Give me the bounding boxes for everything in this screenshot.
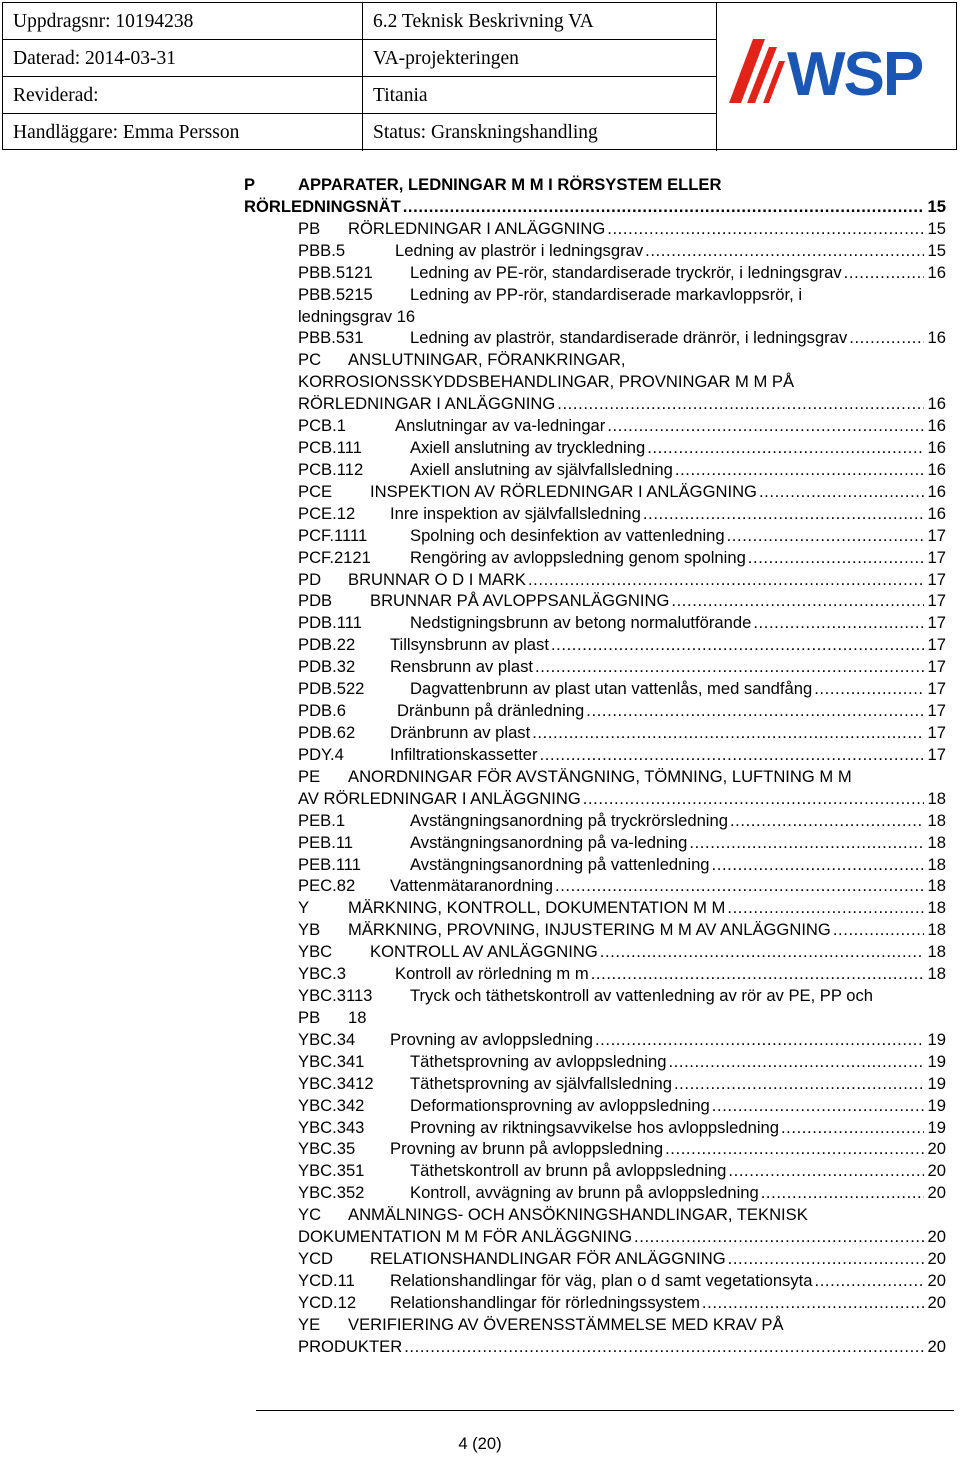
toc-entry[interactable] — [0, 371, 960, 393]
toc-title: VERIFIERING AV ÖVERENSSTÄMMELSE MED KRAV PÅ — [348, 1314, 784, 1334]
toc-entry[interactable] — [0, 1051, 960, 1073]
toc-dot-leader — [727, 525, 924, 547]
toc-title: Axiell anslutning av självfallsledning — [410, 459, 673, 479]
toc-title: RÖRLEDNINGAR I ANLÄGGNING — [298, 394, 556, 414]
toc-code: PBB.5121 — [298, 262, 373, 282]
toc-entry[interactable] — [0, 656, 960, 678]
toc-dot-leader — [555, 875, 924, 897]
toc-dot-leader — [634, 1226, 924, 1248]
toc-entry[interactable] — [0, 1138, 960, 1160]
toc-page-number: 20 — [927, 1227, 946, 1247]
toc-page-number: 17 — [927, 701, 946, 721]
toc-page-number: 19 — [927, 1095, 946, 1115]
toc-code: PB — [298, 1007, 321, 1027]
date-field: Daterad: 2014-03-31 — [3, 40, 363, 77]
toc-title: MÄRKNING, PROVNING, INJUSTERING M M AV ANLÄGGNING — [348, 920, 831, 940]
toc-code: YB — [298, 920, 321, 940]
toc-code: PDB.32 — [298, 657, 356, 677]
toc-page-number: 20 — [927, 1161, 946, 1181]
toc-entry[interactable] — [0, 722, 960, 744]
toc-page-number: 20 — [927, 1292, 946, 1312]
toc-dot-leader — [675, 459, 924, 481]
toc-dot-leader — [748, 547, 924, 569]
toc-entry[interactable] — [0, 1160, 960, 1182]
toc-page-number: 17 — [927, 679, 946, 699]
toc-page-number: 16 — [927, 459, 946, 479]
toc-page-number: 16 — [927, 416, 946, 436]
toc-code: YCD.12 — [298, 1292, 357, 1312]
toc-page-number: 19 — [927, 1117, 946, 1137]
toc-page-number: 17 — [927, 657, 946, 677]
toc-entry[interactable] — [0, 1270, 960, 1292]
toc-entry[interactable] — [0, 174, 960, 196]
toc-page-number: 18 — [927, 876, 946, 896]
toc-code: YBC.352 — [298, 1183, 365, 1203]
toc-title: RELATIONSHANDLINGAR FÖR ANLÄGGNING — [370, 1249, 726, 1269]
toc-entry[interactable] — [0, 459, 960, 481]
toc-dot-leader — [702, 1292, 924, 1314]
toc-code: PDB.6 — [298, 701, 346, 721]
toc-page-number: 16 — [927, 438, 946, 458]
toc-entry[interactable] — [0, 262, 960, 284]
toc-page-number: 16 — [927, 394, 946, 414]
toc-code: PCB.1 — [298, 416, 346, 436]
toc-title: Vattenmätaranordning — [390, 876, 553, 896]
toc-dot-leader — [645, 240, 924, 262]
toc-entry[interactable] — [0, 897, 960, 919]
toc-entry[interactable] — [0, 832, 960, 854]
toc-dot-leader — [528, 569, 924, 591]
toc-entry[interactable] — [0, 1226, 960, 1248]
toc-entry[interactable] — [0, 481, 960, 503]
toc-code: YC — [298, 1205, 322, 1225]
toc-dot-leader — [583, 788, 924, 810]
toc-page-number: 15 — [927, 218, 946, 238]
toc-code: YBC.343 — [298, 1117, 365, 1137]
toc-page-number: 18 — [927, 854, 946, 874]
toc-code: YCD.11 — [298, 1271, 355, 1290]
toc-page-number: 20 — [927, 1249, 946, 1269]
toc-code: YBC.34 — [298, 1029, 356, 1049]
toc-code: PCB.111 — [298, 438, 362, 458]
toc-title: APPARATER, LEDNINGAR M M I RÖRSYSTEM ELLER — [298, 175, 722, 194]
toc-page-number: 19 — [927, 1029, 946, 1049]
toc-code: PCE.12 — [298, 503, 356, 523]
toc-entry[interactable] — [0, 700, 960, 722]
toc-code: PDB.22 — [298, 635, 356, 655]
toc-dot-leader — [643, 503, 924, 525]
toc-code: YBC.35 — [298, 1139, 356, 1159]
toc-code: YBC.3412 — [298, 1073, 374, 1093]
toc-dot-leader — [551, 634, 924, 656]
toc-code: PCE — [298, 481, 333, 501]
site-name: Titania — [363, 77, 717, 114]
toc-title: INSPEKTION AV RÖRLEDNINGAR I ANLÄGGNING — [370, 481, 757, 501]
toc-code: PEB.11 — [298, 832, 354, 852]
toc-title: Provning av riktningsavvikelse hos avloppsledning — [410, 1117, 779, 1137]
toc-title: Spolning och desinfektion av vattenledning — [410, 525, 725, 545]
toc-code: PCB.112 — [298, 459, 364, 479]
toc-entry[interactable] — [0, 218, 960, 240]
toc-entry[interactable] — [0, 1073, 960, 1095]
toc-title: BRUNNAR PÅ AVLOPPSANLÄGGNING — [370, 591, 670, 611]
toc-page-number: 17 — [927, 525, 946, 545]
toc-entry[interactable] — [0, 503, 960, 525]
toc-entry[interactable] — [0, 963, 960, 985]
toc-entry[interactable] — [0, 744, 960, 766]
toc-code: PBB.531 — [298, 328, 364, 348]
toc-entry[interactable] — [0, 196, 960, 218]
toc-dot-leader — [586, 700, 924, 722]
toc-code: YCD — [298, 1249, 334, 1269]
toc-dot-leader — [781, 1117, 924, 1139]
document-header — [2, 2, 957, 150]
toc-title: Anslutningar av va-ledningar — [395, 416, 606, 436]
toc-dot-leader — [540, 744, 924, 766]
toc-page-number: 19 — [927, 1051, 946, 1071]
toc-page-number: 17 — [927, 569, 946, 589]
header-row-3 — [3, 77, 717, 114]
toc-code: PBB.5 — [298, 240, 346, 260]
toc-entry[interactable] — [0, 919, 960, 941]
toc-entry[interactable] — [0, 547, 960, 569]
toc-title: Relationshandlingar för rörledningssystem — [390, 1292, 700, 1312]
toc-code: PE — [298, 766, 321, 786]
toc-entry[interactable] — [0, 875, 960, 897]
toc-entry[interactable] — [0, 393, 960, 415]
page-number: 4 (20) — [458, 1434, 502, 1453]
toc-code: PDB.62 — [298, 723, 356, 742]
header-row-1 — [3, 3, 717, 40]
toc-entry[interactable] — [0, 854, 960, 876]
toc-code: P — [244, 175, 256, 194]
toc-code: YBC.341 — [298, 1051, 365, 1071]
toc-dot-leader — [761, 1182, 924, 1204]
toc-page-number: 17 — [927, 723, 946, 742]
toc-code: PD — [298, 569, 322, 589]
document-title: 6.2 Teknisk Beskrivning VA — [363, 3, 717, 40]
toc-code: YBC — [298, 942, 333, 962]
toc-dot-leader — [753, 612, 924, 634]
toc-entry[interactable] — [0, 1007, 960, 1029]
toc-title: Täthetskontroll av brunn på avloppsledning — [410, 1161, 727, 1181]
toc-dot-leader — [591, 963, 924, 985]
toc-code: Y — [298, 898, 310, 918]
toc-entry[interactable] — [0, 1029, 960, 1051]
header-row-2 — [3, 40, 717, 77]
toc-title: Täthetsprovning av avloppsledning — [410, 1051, 667, 1071]
toc-title: Relationshandlingar för väg, plan o d samt vegetationsyta — [390, 1271, 813, 1290]
toc-dot-leader — [759, 481, 924, 503]
toc-title: PRODUKTER — [298, 1336, 403, 1356]
toc-page-number: 17 — [927, 547, 946, 567]
toc-page-number: 16 — [927, 328, 946, 348]
toc-title: Dagvattenbrunn av plast utan vattenlås, med sandfång — [410, 679, 813, 699]
toc-title: Nedstigningsbrunn av betong normalutförande — [410, 613, 752, 633]
header-row-4 — [3, 114, 717, 151]
toc-page-number: 15 — [927, 196, 946, 216]
toc-entry[interactable] — [0, 1336, 960, 1358]
toc-dot-leader — [730, 810, 924, 832]
toc-entry[interactable] — [0, 590, 960, 612]
toc-page-number: 18 — [927, 942, 946, 962]
project-name: VA-projekteringen — [363, 40, 717, 77]
toc-page-number: 18 — [927, 832, 946, 852]
toc-title: Avstängningsanordning på vattenledning — [410, 854, 710, 874]
toc-page-number: 18 — [927, 810, 946, 830]
toc-title: 18 — [348, 1007, 367, 1027]
toc-title: Ledning av PE-rör, standardiserade tryckrör, i ledningsgrav — [410, 262, 842, 282]
wsp-logo — [717, 3, 956, 149]
toc-page-number: 17 — [927, 635, 946, 655]
toc-entry[interactable] — [0, 1182, 960, 1204]
toc-entry[interactable] — [0, 569, 960, 591]
toc-dot-leader — [674, 1073, 924, 1095]
toc-entry[interactable] — [0, 306, 960, 328]
toc-page-number: 16 — [927, 503, 946, 523]
toc-dot-leader — [532, 722, 924, 744]
toc-title: Axiell anslutning av tryckledning — [410, 438, 646, 458]
toc-title: Infiltrationskassetter — [390, 744, 538, 764]
toc-title: Provning av avloppsledning — [390, 1029, 593, 1049]
toc-code: PEC.82 — [298, 876, 356, 896]
toc-entry[interactable] — [0, 766, 960, 788]
toc-dot-leader — [728, 1248, 924, 1270]
toc-entry[interactable] — [0, 349, 960, 371]
toc-page-number: 18 — [927, 964, 946, 984]
toc-page-number: 16 — [927, 481, 946, 501]
toc-code: YE — [298, 1314, 321, 1334]
toc-title: ANSLUTNINGAR, FÖRANKRINGAR, — [348, 350, 626, 370]
toc-code: PCF.2121 — [298, 547, 371, 567]
toc-code: PDB — [298, 591, 333, 611]
assignment-number: Uppdragsnr: 10194238 — [3, 3, 363, 40]
toc-page-number: 20 — [927, 1183, 946, 1203]
toc-dot-leader — [600, 941, 924, 963]
toc-entry[interactable] — [0, 1314, 960, 1336]
toc-code: PDB.522 — [298, 679, 365, 699]
toc-entry[interactable] — [0, 612, 960, 634]
toc-code: YBC.351 — [298, 1161, 365, 1181]
toc-entry[interactable] — [0, 240, 960, 262]
logo-text: WSP — [787, 40, 923, 109]
toc-dot-leader — [403, 196, 924, 218]
toc-dot-leader — [647, 437, 924, 459]
toc-page-number: 18 — [927, 788, 946, 808]
toc-code: PEB.111 — [298, 854, 362, 874]
toc-code: PC — [298, 350, 322, 370]
toc-page-number: 20 — [927, 1271, 946, 1290]
toc-page-number: 17 — [927, 613, 946, 633]
toc-entry[interactable] — [0, 525, 960, 547]
toc-dot-leader — [712, 854, 924, 876]
toc-title: KONTROLL AV ANLÄGGNING — [370, 942, 598, 962]
toc-dot-leader — [689, 832, 924, 854]
toc-title: Rensbrunn av plast — [390, 657, 533, 677]
toc-title: Dränbunn på dränledning — [397, 701, 585, 721]
toc-entry[interactable] — [0, 810, 960, 832]
toc-title: Inre inspektion av självfallsledning — [390, 503, 641, 523]
toc-entry[interactable] — [0, 634, 960, 656]
toc-page-number: 18 — [927, 920, 946, 940]
toc-dot-leader — [727, 897, 924, 919]
toc-page-number: 20 — [927, 1336, 946, 1356]
toc-dot-leader — [712, 1095, 924, 1117]
toc-entry[interactable] — [0, 1292, 960, 1314]
toc-title: DOKUMENTATION M M FÖR ANLÄGGNING — [298, 1227, 633, 1247]
toc-title: Avstängningsanordning på tryckrörsledning — [410, 810, 728, 830]
toc-title: Dränbrunn av plast — [390, 723, 531, 742]
toc-title: ANMÄLNINGS- OCH ANSÖKNINGSHANDLINGAR, TEKNISK — [348, 1205, 808, 1225]
toc-dot-leader — [607, 415, 924, 437]
toc-title: Deformationsprovning av avloppsledning — [410, 1095, 710, 1115]
toc-code: PB — [298, 218, 321, 238]
toc-title: Ledning av PP-rör, standardiserade markavloppsrör, i — [410, 284, 803, 304]
toc-page-number: 16 — [927, 262, 946, 282]
toc-title: Avstängningsanordning på va-ledning — [410, 832, 688, 852]
toc-title: BRUNNAR O D I MARK — [348, 569, 526, 589]
toc-entry[interactable] — [0, 1204, 960, 1226]
toc-entry[interactable] — [0, 415, 960, 437]
wsp-logo-graphic — [717, 3, 956, 149]
toc-dot-leader — [671, 590, 924, 612]
toc-entry[interactable] — [0, 1117, 960, 1139]
toc-code: YBC.342 — [298, 1095, 365, 1115]
toc-title: Rengöring av avloppsledning genom spolning — [410, 547, 746, 567]
toc-code: PEB.1 — [298, 810, 346, 830]
toc-entry[interactable] — [0, 437, 960, 459]
toc-dot-leader — [595, 1029, 924, 1051]
toc-dot-leader — [728, 1160, 924, 1182]
handler-field: Handläggare: Emma Persson — [3, 114, 363, 151]
toc-code: PCF.1111 — [298, 525, 368, 545]
toc-title: Ledning av plaströr, standardiserade dränrör, i ledningsgrav — [410, 328, 848, 348]
status-field: Status: Granskningshandling — [363, 114, 717, 151]
toc-title: Täthetsprovning av självfallsledning — [410, 1073, 672, 1093]
toc-title: Provning av brunn på avloppsledning — [390, 1139, 664, 1159]
toc-dot-leader — [557, 393, 924, 415]
toc-title: Kontroll, avvägning av brunn på avloppsledning — [410, 1183, 759, 1203]
toc-title: ledningsgrav 16 — [298, 306, 416, 326]
toc-entry[interactable] — [0, 941, 960, 963]
toc-page-number: 17 — [927, 744, 946, 764]
footer-rule — [256, 1410, 954, 1411]
toc-entry[interactable] — [0, 788, 960, 810]
toc-code: YBC.3113 — [298, 986, 373, 1006]
toc-title: RÖRLEDNINGAR I ANLÄGGNING — [348, 218, 606, 238]
toc-code: YBC.3 — [298, 964, 346, 984]
toc-entry[interactable] — [0, 1248, 960, 1270]
toc-dot-leader — [665, 1138, 924, 1160]
toc-title: ANORDNINGAR FÖR AVSTÄNGNING, TÖMNING, LUFTNING M M — [348, 766, 852, 786]
toc-title: Tillsynsbrunn av plast — [390, 635, 549, 655]
toc-page-number: 18 — [927, 898, 946, 918]
toc-dot-leader — [535, 656, 924, 678]
toc-entry[interactable] — [0, 678, 960, 700]
toc-title: RÖRLEDNINGSNÄT — [244, 196, 401, 216]
revised-field: Reviderad: — [3, 77, 363, 114]
toc-entry[interactable] — [0, 327, 960, 349]
toc-dot-leader — [668, 1051, 924, 1073]
toc-title: KORROSIONSSKYDDSBEHANDLINGAR, PROVNINGAR M M PÅ — [298, 372, 795, 392]
toc-title: Tryck och täthetskontroll av vattenledning av rör av PE, PP och — [410, 986, 874, 1006]
toc-title: AV RÖRLEDNINGAR I ANLÄGGNING — [298, 788, 581, 808]
toc-code: PBB.5215 — [298, 284, 373, 304]
toc-title: MÄRKNING, KONTROLL, DOKUMENTATION M M — [348, 898, 726, 918]
toc-entry[interactable] — [0, 985, 960, 1007]
toc-code: PDY.4 — [298, 744, 344, 764]
toc-title: Ledning av plaströr i ledningsgrav — [395, 240, 644, 260]
toc-dot-leader — [404, 1336, 924, 1358]
toc-entry[interactable] — [0, 1095, 960, 1117]
toc-entry[interactable] — [0, 284, 960, 306]
toc-page-number: 20 — [927, 1139, 946, 1159]
toc-page-number: 19 — [927, 1073, 946, 1093]
toc-title: Kontroll av rörledning m m — [395, 964, 589, 984]
toc-dot-leader — [607, 218, 924, 240]
toc-page-number: 15 — [927, 240, 946, 260]
toc-page-number: 17 — [927, 591, 946, 611]
toc-code: PDB.111 — [298, 613, 362, 633]
